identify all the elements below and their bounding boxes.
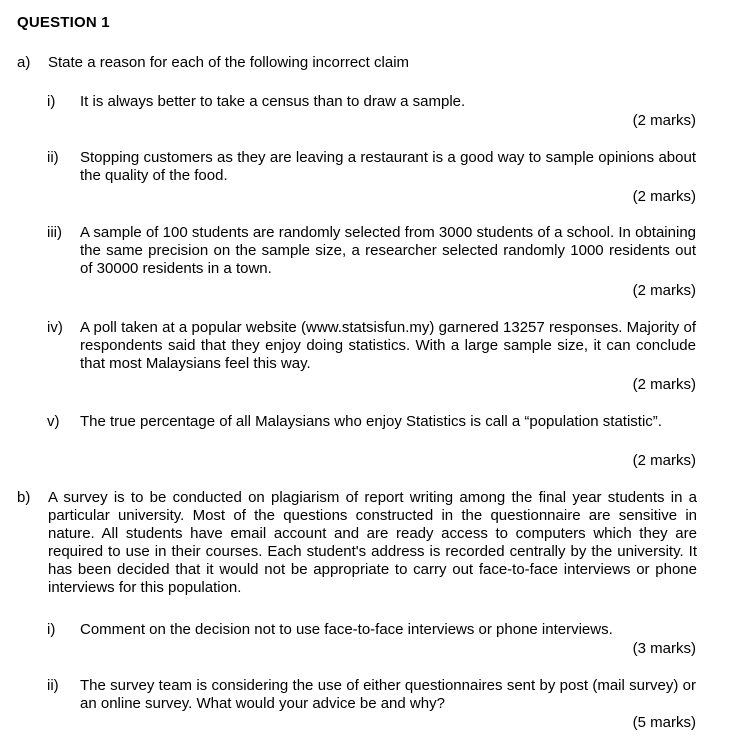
item-label: v): [47, 413, 60, 430]
item-text: A sample of 100 students are randomly selected from 3000 students of a school. In obtaining the same precision on the sample size, a researcher selected randomly 1000 residents out of 30000 residents in a town.: [80, 224, 696, 277]
marks-label: (2 marks): [632, 452, 696, 469]
item-label: ii): [47, 677, 59, 694]
item-text: The true percentage of all Malaysians who enjoy Statistics is call a “population statistic”.: [80, 413, 662, 430]
marks-label: (2 marks): [632, 282, 696, 299]
part-a-text: State a reason for each of the following incorrect claim: [48, 54, 410, 71]
marks-label: (2 marks): [632, 376, 696, 393]
marks-label: (3 marks): [632, 640, 696, 657]
item-text: It is always better to take a census than to draw a sample.: [80, 93, 466, 110]
marks-label: (5 marks): [632, 714, 696, 731]
marks-label: (2 marks): [632, 188, 696, 205]
item-text: Comment on the decision not to use face-to-face interviews or phone interviews.: [80, 621, 613, 638]
item-label: i): [47, 93, 56, 110]
item-label: iii): [47, 224, 62, 241]
part-b-label: b): [17, 489, 31, 506]
item-label: i): [47, 621, 56, 638]
item-label: ii): [47, 149, 59, 166]
marks-label: (2 marks): [632, 112, 696, 129]
item-label: iv): [47, 319, 63, 336]
part-b-text: A survey is to be conducted on plagiarism of report writing among the final year students in a particular university. Most of the questions constructed in the questionnaire are sensitive in nature. All students have email account and are ready access to computers which they are required to use in their courses. Each student's address is recorded centrally by the university. It has been decided that it would not be appropriate to carry out face-to-face interviews or phone interviews for this population.: [48, 489, 697, 596]
item-text: Stopping customers as they are leaving a restaurant is a good way to sample opinions about the quality of the food.: [80, 149, 696, 184]
item-text: The survey team is considering the use of either questionnaires sent by post (mail survey) or an online survey. What would your advice be and why?: [80, 677, 696, 712]
part-a-label: a): [17, 54, 31, 71]
item-text: A poll taken at a popular website (www.statsisfun.my) garnered 13257 responses. Majority of respondents said that they enjoy doing statistics. With a large sample size, it can conclude that most Malaysians feel this way.: [80, 319, 696, 372]
question-title: QUESTION 1: [17, 14, 110, 31]
